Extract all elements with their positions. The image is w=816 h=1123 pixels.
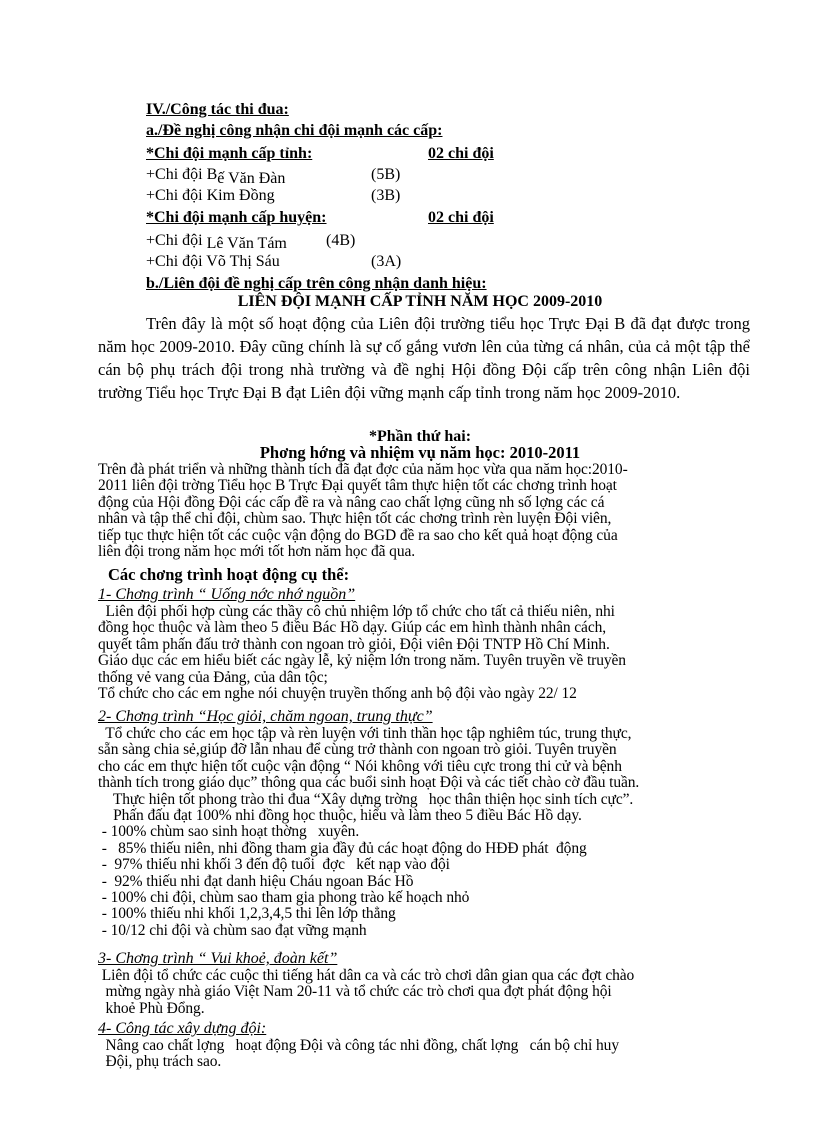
- huyen-level-label: *Chi đội mạnh cấp huyện:: [146, 209, 327, 226]
- body-line: Tổ chức cho các em học tập và rèn luyện với tinh thần học tập nghiêm túc, trung thực,: [98, 725, 632, 742]
- body-line: thống vẻ vang của Đảng, của dân tộc;: [98, 668, 328, 686]
- intro-line: Trên đà phát triển và những thành tích đã đạt đợc của năm học vừa qua năm học:2010-: [98, 461, 628, 478]
- section-heading: IV./Công tác thi đua:: [146, 101, 289, 118]
- program-3-body: [98, 968, 778, 1017]
- body-line: Đội, phụ trách sao.: [98, 1053, 222, 1071]
- bullet-line: - 92% thiếu nhi đạt danh hiệu Cháu ngoan Bác Hồ: [98, 872, 414, 890]
- body-line: Liên đội tổ chức các cuộc thi tiếng hát dân ca và các trò chơi dân gian qua các đợt chào: [98, 967, 635, 984]
- huyen-item-2-class: (3A): [371, 253, 402, 270]
- intro-paragraph: [98, 462, 778, 560]
- part-two-title: Phơng hớng và nhiệm vụ năm học: 2010-2011: [259, 443, 581, 462]
- program-2-body: [98, 726, 778, 939]
- program-1-body: [98, 604, 778, 702]
- subsection-b-heading: b./Liên đội đề nghị cấp trên công nhận danh hiệu:: [146, 275, 487, 292]
- program-3-title: 3- Chơng trình “ Vui khoẻ, đoàn kết”: [98, 950, 338, 967]
- closing-paragraph: Trên đây là một số hoạt động của Liên đội trường tiểu học Trực Đại B đã đạt được trong năm học 2009-2010. Đây cũng chính là sự cố gắng vươn lên của từng cá nhân, của cả một tập thể cán bộ phụ trách đội trong nhà trường và đề nghị Hội đồng Đội cấp trên công nhận Liên đội trường Tiểu học Trực Đại B đạt Liên đội vững mạnh cấp tỉnh trong năm học 2009-2010.: [98, 314, 750, 402]
- tinh-level-label: *Chi đội mạnh cấp tỉnh:: [146, 145, 313, 162]
- tinh-item-1-class: (5B): [371, 166, 401, 183]
- bullet-line: - 100% thiếu nhi khối 1,2,3,4,5 thi lên lớp thẳng: [98, 905, 396, 923]
- program-4-body: [98, 1038, 778, 1071]
- intro-line: tiếp tục thực hiện tốt các cuộc vận động do BGD đề ra sao cho kết quả hoạt động của: [98, 526, 618, 544]
- body-line: Thực hiện tốt phong trào thi đua “Xây dựng trờng học thân thiện học sinh tích cực”.: [98, 790, 634, 808]
- program-1-title: 1- Chơng trình “ Uống nớc nhớ nguồn”: [98, 586, 356, 603]
- body-line: khoẻ Phù Đổng.: [98, 999, 205, 1017]
- body-line: mừng ngày nhà giáo Việt Nam 20-11 và tổ chức các trò chơi qua đợt phát động hội: [98, 983, 612, 1001]
- bullet-line: - 85% thiếu niên, nhi đồng tham gia đầy đủ các hoạt động do HĐĐ phát động: [98, 839, 587, 857]
- body-line: Tổ chức cho các em nghe nói chuyện truyền thống anh bộ đội vào ngày 22/ 12: [98, 685, 577, 703]
- intro-line: liên đội trong năm học mới tốt hơn năm học đã qua.: [98, 543, 416, 561]
- bullet-line: - 10/12 chi đội và chùm sao đạt vững mạnh: [98, 921, 367, 939]
- huyen-item-1: +Chi đội Lê Văn Tám: [146, 232, 287, 252]
- programs-heading: Các chơng trình hoạt động cụ thể:: [108, 565, 350, 584]
- body-line: thành tích trong giáo dục” thông qua các buổi sinh hoạt Đội và các tiết chào cờ đầu tuần.: [98, 774, 640, 792]
- body-line: Liên đội phối hợp cùng các thầy cô chủ nhiệm lớp tổ chức cho tất cả thiếu niên, nhi: [98, 603, 615, 620]
- body-line: quyết tâm phấn đấu trở thành con ngoan trò giỏi, Đội viên Đội TNTP Hồ Chí Minh.: [98, 635, 610, 653]
- intro-line: nhân và tập thể chi đội, chùm sao. Thực hiện tốt các chơng trình rèn luyện Đội viên,: [98, 510, 612, 528]
- bullet-line: - 97% thiếu nhi khối 3 đến độ tuổi đợc kết nạp vào đội: [98, 856, 450, 874]
- huyen-item-1-class: (4B): [326, 232, 356, 249]
- huyen-level-count: 02 chi đội: [428, 209, 494, 226]
- body-line: Phấn đấu đạt 100% nhi đồng học thuộc, hiểu và làm theo 5 điều Bác Hồ dạy.: [98, 807, 582, 825]
- huyen-item-2: +Chi đội Võ Thị Sáu: [146, 253, 280, 270]
- program-2-title: 2- Chơng trình “Học giỏi, chăm ngoan, trung thực”: [98, 708, 433, 725]
- body-line: đồng học thuộc và làm theo 5 điều Bác Hồ dạy. Giúp các em hình thành nhân cách,: [98, 619, 607, 637]
- body-line: Nâng cao chất lợng hoạt động Đội và công tác nhi đồng, chất lợng cán bộ chỉ huy: [98, 1037, 619, 1054]
- program-4-title: 4- Công tác xây dựng đội:: [98, 1020, 267, 1037]
- body-line: cho các em thực hiện tốt cuộc vận động “ Nói không với tiêu cực trong thi cử và bệnh: [98, 757, 622, 775]
- intro-line: động của Hội đồng Đội các cấp đề ra và nâng cao chất lợng cũng nh số lợng các cá: [98, 493, 605, 511]
- intro-line: 2011 liên đội trờng Tiểu học B Trực Đại quyết tâm thực hiện tốt các chơng trình hoạt: [98, 477, 617, 495]
- tinh-item-2: +Chi đội Kim Đồng: [146, 187, 275, 204]
- subsection-a-heading: a./Đề nghị công nhận chi đội mạnh các cấp:: [146, 122, 443, 139]
- tinh-item-1: +Chi đội Bế Văn Đàn: [146, 166, 286, 187]
- tinh-level-count: 02 chi đội: [428, 145, 494, 162]
- body-line: sẵn sàng chia sẻ,giúp đỡ lẫn nhau để cùng trở thành con ngoan trò giỏi. Tuyên truyền: [98, 741, 617, 759]
- award-title: LIÊN ĐỘI MẠNH CẤP TỈNH NĂM HỌC 2009-2010: [237, 293, 603, 310]
- bullet-line: - 100% chi đội, chùm sao tham gia phong trào kế hoạch nhỏ: [98, 889, 470, 907]
- part-two-heading: *Phần thứ hai:: [368, 428, 472, 445]
- bullet-line: - 100% chùm sao sinh hoạt thờng xuyên.: [98, 823, 360, 841]
- body-line: Giáo dục các em hiểu biết các ngày lễ, kỷ niệm lớn trong năm. Tuyên truyền về truyền: [98, 652, 626, 670]
- tinh-item-2-class: (3B): [371, 187, 401, 204]
